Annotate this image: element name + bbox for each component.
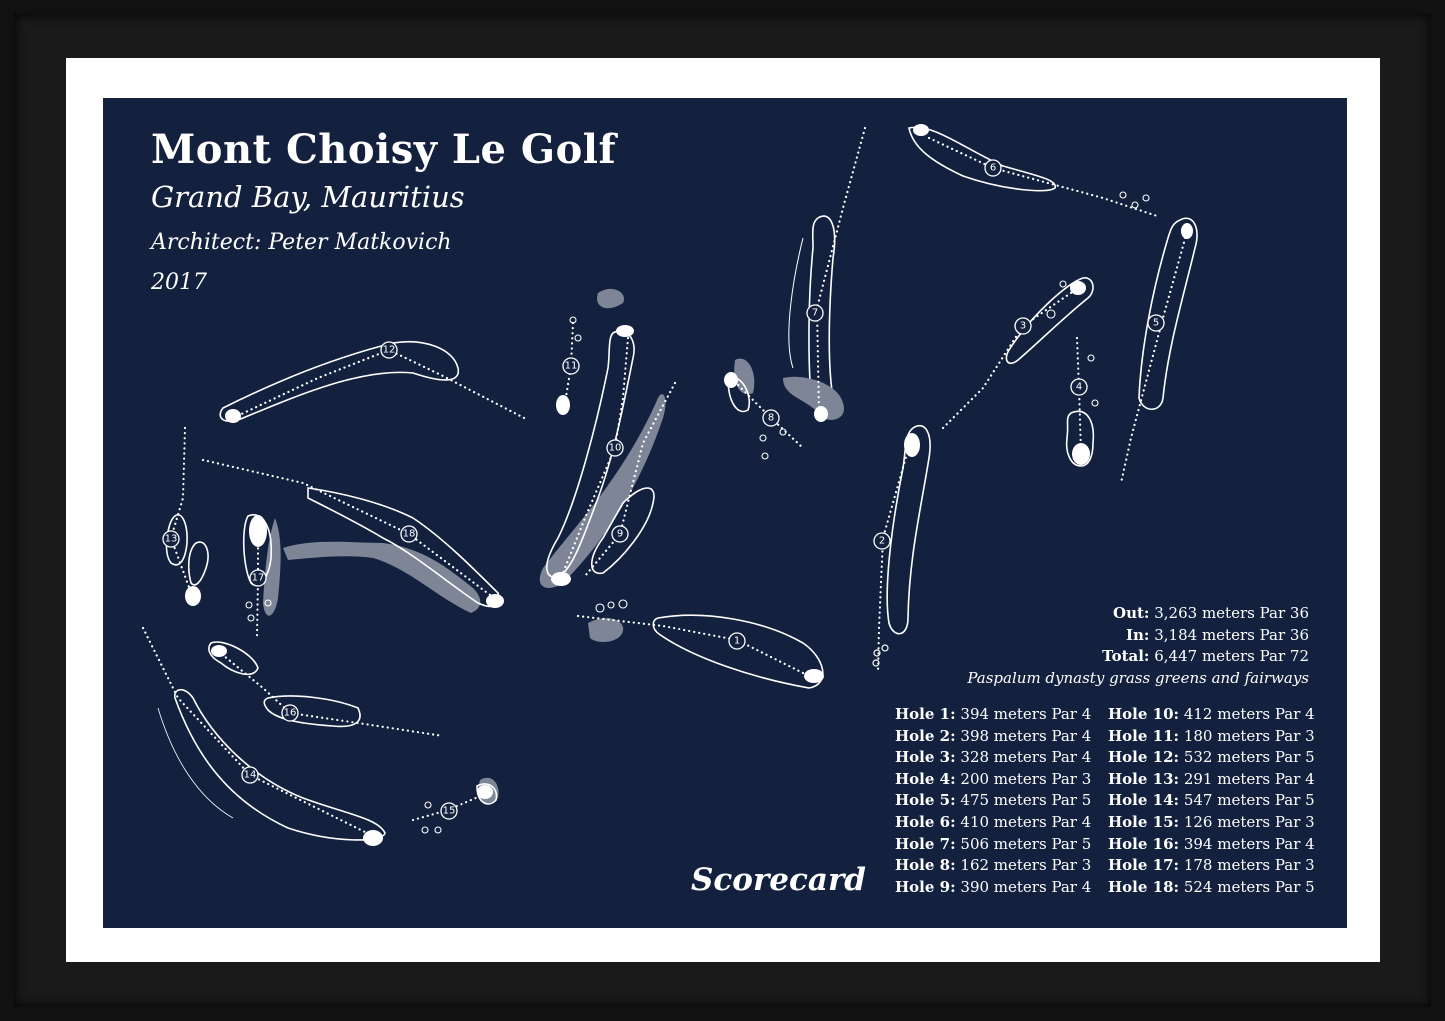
hole-number-16: 16 [283,707,297,719]
course-poster [103,98,1347,928]
hole-5-layout [1121,218,1197,483]
hole-6-layout [909,124,1157,216]
hole-row: Hole 15: 126 meters Par 3 [1108,812,1315,831]
in-label: In: [1126,625,1150,644]
hole-number-3: 3 [1019,320,1027,332]
hole-number-15: 15 [442,805,456,817]
course-location: Grand Bay, Mauritius [151,180,465,214]
scorecard-heading: Scorecard [691,862,866,898]
hole-number-14: 14 [243,769,257,781]
hole-number-7: 7 [811,307,819,319]
total-label: Total: [1102,647,1150,665]
hole-row: Hole 10: 412 meters Par 4 [1108,705,1315,723]
in-value: 3,184 meters Par 36 [1154,625,1309,644]
hole-number-1: 1 [733,635,741,647]
hole-row: Hole 18: 524 meters Par 5 [1108,877,1315,896]
hole-number-10: 10 [608,442,622,454]
out-label: Out: [1113,604,1150,622]
hole-row: Hole 4: 200 meters Par 3 [895,769,1092,788]
hole-number-13: 13 [164,533,178,545]
hole-17-layout [244,515,281,638]
hole-row: Hole 12: 532 meters Par 5 [1108,748,1315,767]
hole-number-9: 9 [616,528,624,540]
hole-row: Hole 8: 162 meters Par 3 [895,856,1092,875]
hole-number-5: 5 [1152,317,1160,329]
course-totals [967,603,1309,689]
hole-row: Hole 6: 410 meters Par 4 [895,812,1092,831]
hole-row: Hole 5: 475 meters Par 5 [895,791,1092,810]
hole-number-18: 18 [402,528,416,540]
hole-13-layout [163,428,208,606]
hole-row: Hole 16: 394 meters Par 4 [1108,834,1315,853]
hole-3-layout [943,278,1093,428]
hole-number-6: 6 [989,162,997,174]
hole-18-layout [203,460,504,613]
hole-16-layout [209,642,443,736]
hole-number-17: 17 [251,572,265,584]
hole-15-layout [413,778,499,833]
hole-row: Hole 17: 178 meters Par 3 [1108,856,1315,875]
hole-row: Hole 11: 180 meters Par 3 [1108,726,1315,745]
hole-number-4: 4 [1075,381,1083,393]
hole-8-layout [724,359,803,459]
hole-row: Hole 13: 291 meters Par 4 [1108,769,1315,788]
hole-4-layout [1067,338,1098,466]
hole-number-11: 11 [564,360,578,372]
hole-12-layout [220,342,528,423]
hole-11-layout [556,317,581,415]
back-nine-list [1108,704,1315,898]
hole-number-2: 2 [878,535,886,547]
grand-total [967,646,1309,668]
hole-row: Hole 9: 390 meters Par 4 [895,877,1092,896]
hole-number-12: 12 [382,344,396,356]
hole-row: Hole 1: 394 meters Par 4 [895,705,1092,723]
hole-row: Hole 14: 547 meters Par 5 [1108,791,1315,810]
front-nine-list [895,704,1091,898]
hole-row: Hole 3: 328 meters Par 4 [895,748,1092,767]
hole-1-layout [578,600,824,688]
hole-14-layout [143,628,385,846]
hole-row: Hole 2: 398 meters Par 4 [895,726,1092,745]
course-year: 2017 [151,270,207,295]
in-total [967,625,1309,647]
hole-2-layout [873,426,930,673]
hole-row: Hole 7: 506 meters Par 5 [895,834,1092,853]
total-value: 6,447 meters Par 72 [1154,647,1309,665]
hole-7-layout [783,128,865,422]
out-value: 3,263 meters Par 36 [1154,604,1309,622]
grass-note: Paspalum dynasty grass greens and fairways [967,668,1309,687]
course-architect: Architect: Peter Matkovich [151,230,452,255]
hole-number-8: 8 [767,412,775,424]
course-title: Mont Choisy Le Golf [151,126,617,173]
out-total [967,603,1309,625]
